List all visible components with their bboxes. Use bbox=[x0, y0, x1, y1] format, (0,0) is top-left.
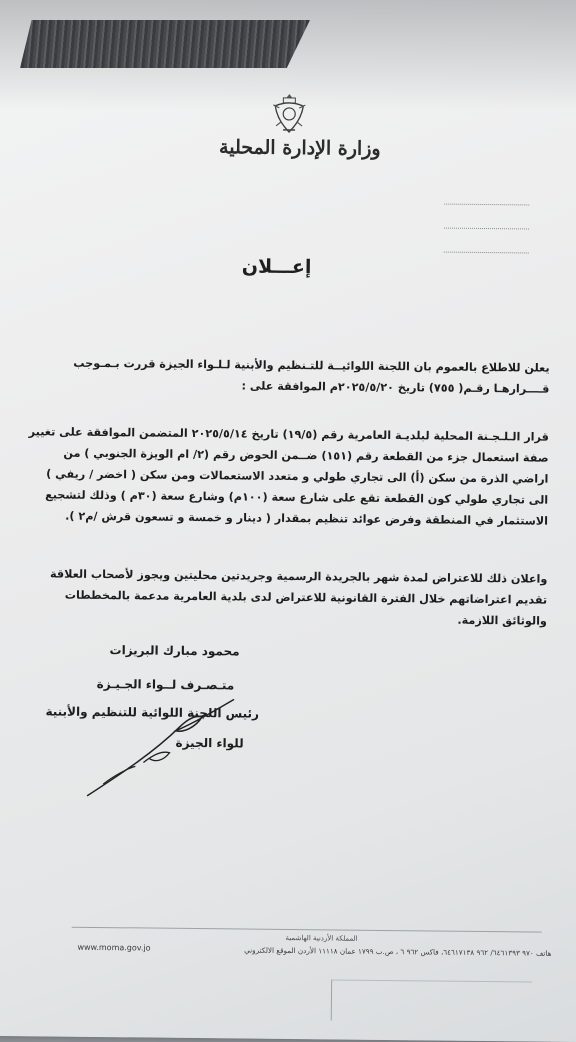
ministry-name: وزارة الإدارة المحلية bbox=[218, 136, 381, 160]
reference-dotted-line bbox=[444, 252, 529, 255]
signatory-district: للواء الجيزة bbox=[175, 735, 244, 751]
footer-divider bbox=[72, 927, 542, 933]
reference-dotted-line bbox=[444, 204, 529, 207]
underlying-paper-shadow bbox=[20, 20, 310, 68]
announcement-heading: إعـــلان bbox=[241, 255, 312, 279]
handwritten-signature bbox=[83, 692, 244, 804]
footer-website: www.moma.gov.jo bbox=[77, 942, 151, 953]
paragraph-objection: واعلان ذلك للاعتراض لمدة شهر بالجريدة الرسمية وجريدتين محليتين ويجوز لأصحاب العلاقة تقديم اعتراضاتهم خلال الفترة القانونية للاعتراض لدى بلدية العامرية مدعمة بالمخططات والوثائق اللازمة. bbox=[49, 567, 548, 628]
footer-contact: هاتف ٩٧٠ ٦٤٦١٣٩٣/ ٩٦٢ ٦٤٦١٧١٣٨، فاكس ٩٦٢ ٦ ، ص.ب ١٧٩٩ عمان ١١١١٨ الأردن الموقع الالكتروني bbox=[244, 945, 552, 958]
footer-box-edge bbox=[331, 979, 532, 1022]
signatory-role: رئيس اللجنة اللوائية للتنظيم والأبنية bbox=[45, 704, 260, 721]
paragraph-decision: قرار الـلـجـنة المحلية لبلديـة العامرية رقم (١٩/٥) تاريخ ٢٠٢٥/٥/١٤ المتضمن الموافقة على تغيير صفة استعمال جزء من القطعة رقم (١٥١) ضــمن الحوض رقم (٢/ ام الويزة الجنوبي ) من اراضي الذرة من سكن (أ) الى تجاري طولي و متعدد الاستعمالات ومن سكن ( اخضر / ريفي ) الى تجاري طولي كون القطعة تقع على شارع سعة (١٠٠م) وشارع سعة (٣٠م ) وذلك لتشجيع الاستثمار في المنطقة وفرض عوائد تنظيم بمقدار ( دينار و خمسة و تسعون قرش /م٢ ). bbox=[28, 425, 549, 528]
reference-dotted-line bbox=[444, 228, 529, 231]
signatory-title: متـصـرف لــواء الجـيـزة bbox=[96, 676, 235, 693]
footer-country: المملكة الأردنية الهاشمية bbox=[285, 933, 358, 943]
paragraph-intro: يعلن للاطلاع بالعموم بان اللجنة اللوائيــة للتـنظيم والأبنية لـلـواء الجيزة قررت بـمـوجب قــــرارهـا رقـم( ٧٥٥) تاريخ ٢٠٢٥/٥/٢٠م الموافقة على : bbox=[73, 356, 550, 396]
signatory-name: محمود مبارك البريزات bbox=[109, 643, 240, 659]
